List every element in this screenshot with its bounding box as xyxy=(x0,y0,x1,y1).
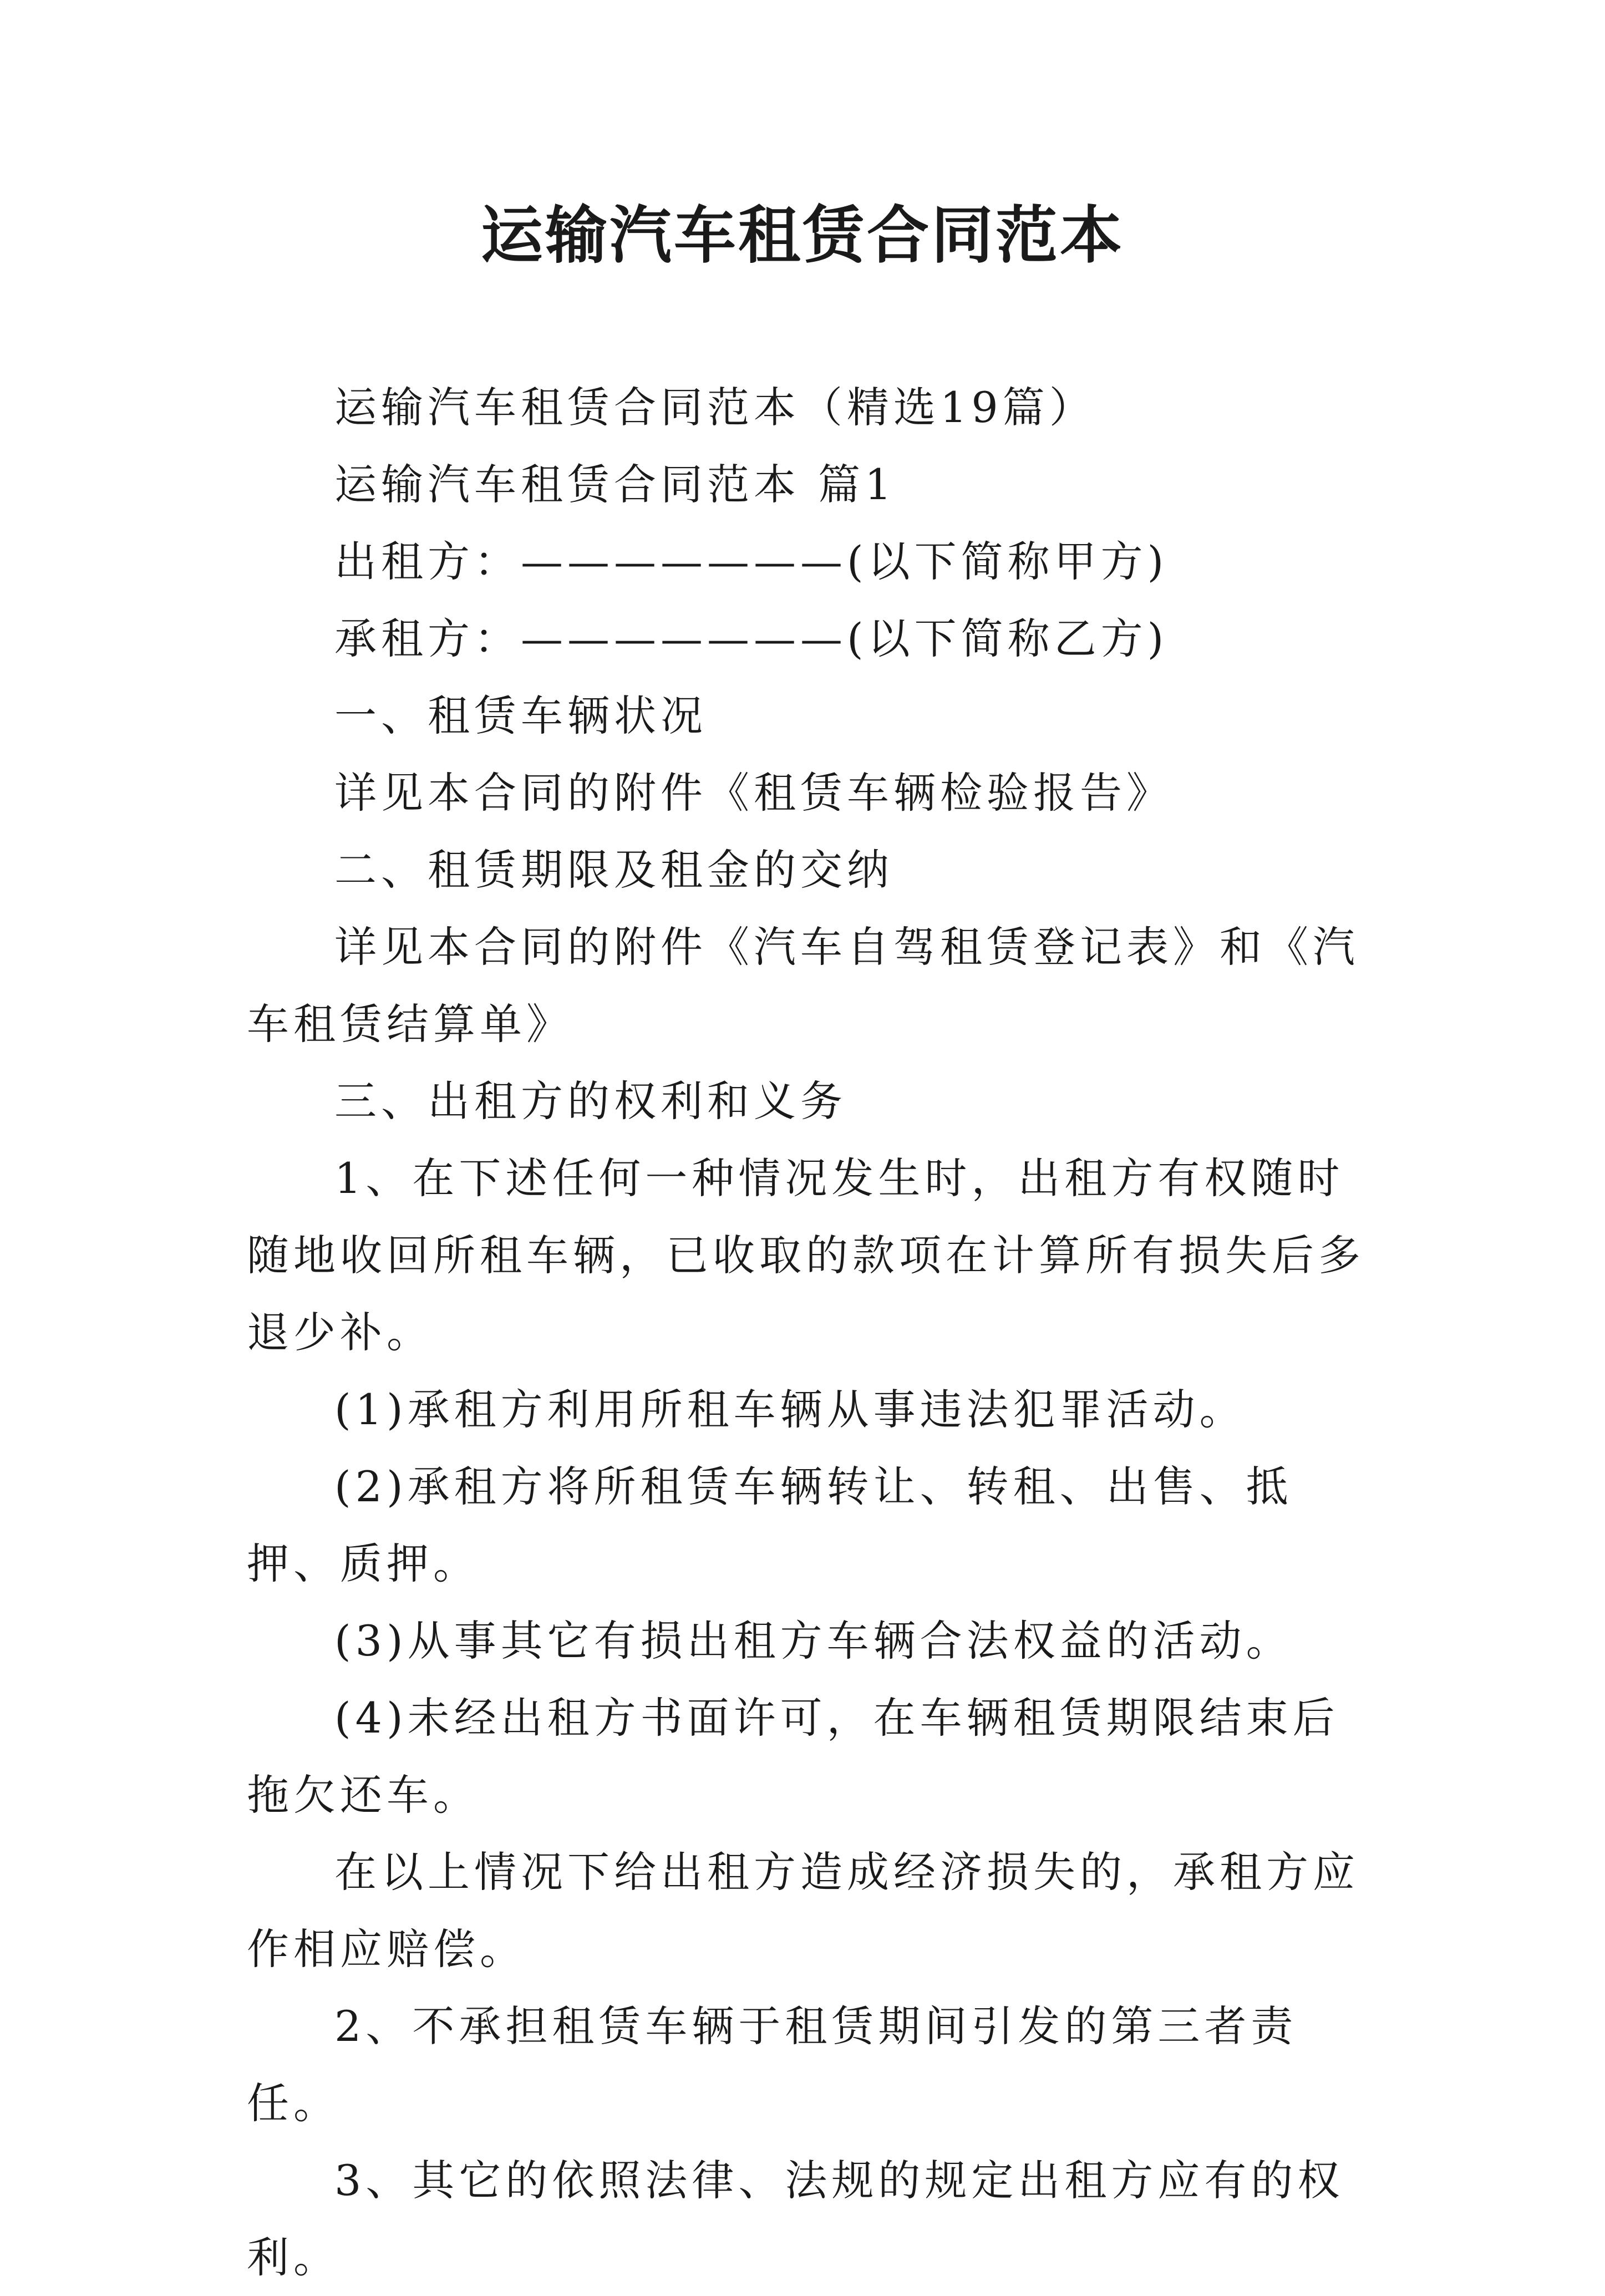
paragraph: (2)承租方将所租赁车辆转让、转租、出售、抵押、质押。 xyxy=(247,1462,1293,1588)
document-title: 运输汽车租赁合同范本 xyxy=(481,199,1124,272)
paragraph: (1)承租方利用所租车辆从事违法犯罪活动。 xyxy=(334,1385,1246,1434)
paragraph: 承租方：———————(以下简称乙方) xyxy=(334,614,1169,663)
section-heading: 一、租赁车辆状况 xyxy=(334,691,707,740)
paragraph: 2、不承担租赁车辆于租赁期间引发的第三者责任。 xyxy=(247,2002,1298,2128)
paragraph: 1、在下述任何一种情况发生时，出租方有权随时随地收回所租车辆，已收取的款项在计算所有损失后多退少补。 xyxy=(247,1154,1365,1357)
paragraph: 运输汽车租赁合同范本（精选19篇） xyxy=(334,383,1096,432)
section-heading: 三、出租方的权利和义务 xyxy=(334,1076,847,1126)
paragraph: 3、其它的依照法律、法规的规定出租方应有的权利。 xyxy=(247,2156,1344,2282)
paragraph: 出租方：———————(以下简称甲方) xyxy=(334,537,1169,586)
paragraph: 运输汽车租赁合同范本 篇1 xyxy=(334,460,896,509)
section-heading: 二、租赁期限及租金的交纳 xyxy=(334,845,893,895)
paragraph: (4)未经出租方书面许可，在车辆租赁期限结束后拖欠还车。 xyxy=(247,1693,1339,1820)
paragraph: (3)从事其它有损出租方车辆合法权益的活动。 xyxy=(334,1616,1293,1665)
document-body xyxy=(247,369,1375,2296)
paragraph: 详见本合同的附件《租赁车辆检验报告》 xyxy=(334,768,1173,817)
paragraph: 在以上情况下给出租方造成经济损失的，承租方应作相应赔偿。 xyxy=(247,1847,1359,1974)
paragraph: 详见本合同的附件《汽车自驾租赁登记表》和《汽车租赁结算单》 xyxy=(247,922,1359,1049)
